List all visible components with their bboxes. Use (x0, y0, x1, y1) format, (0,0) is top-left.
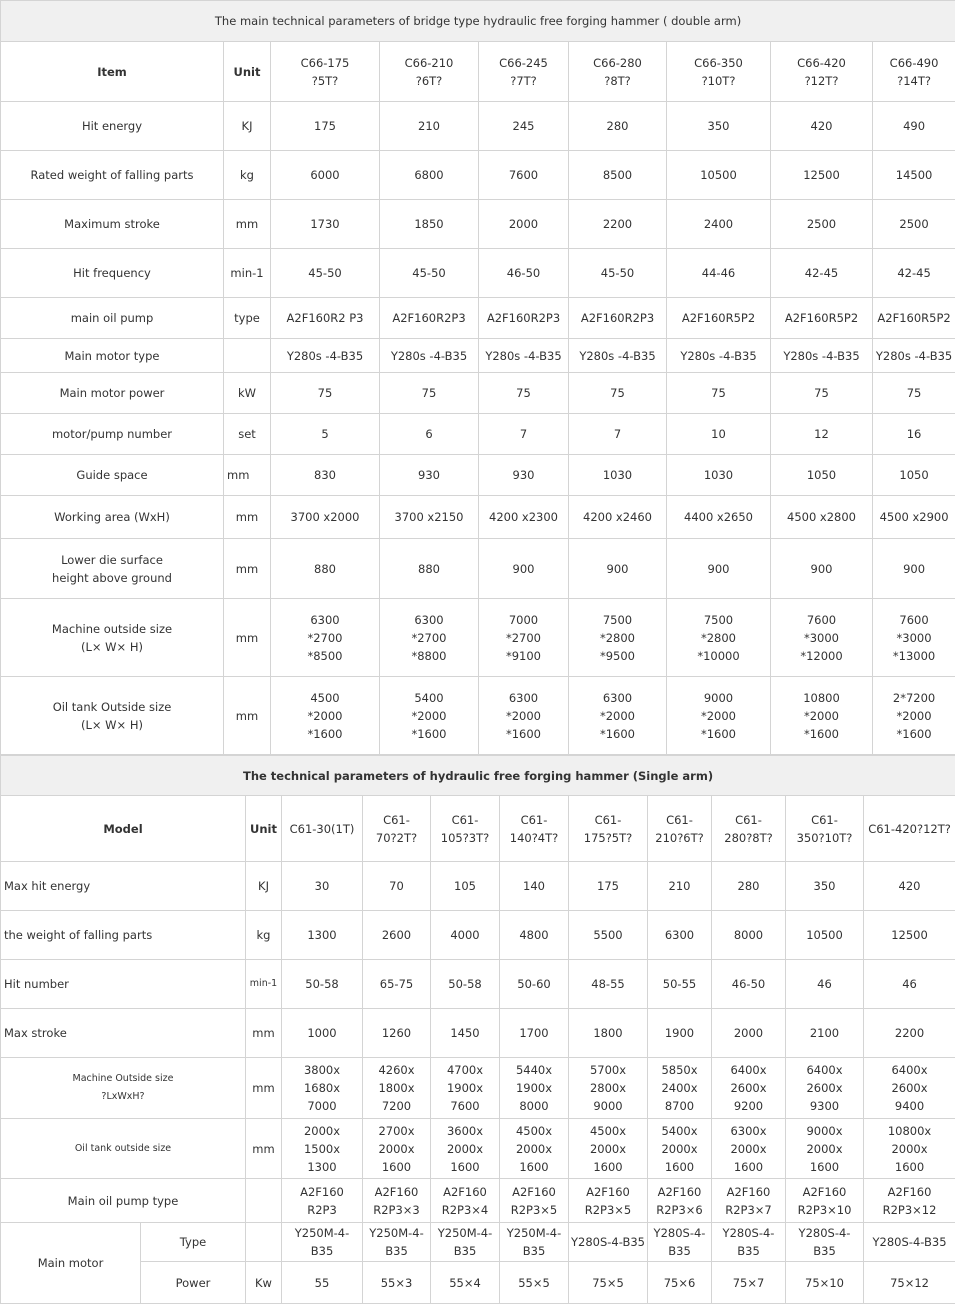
header-model: C66-280 ?8T? (569, 42, 667, 102)
value-cell: 5400 *2000 *1600 (380, 677, 479, 755)
value-cell: 7 (569, 414, 667, 455)
value-cell: 6300 *2700 *8500 (271, 599, 380, 677)
value-cell: 9000 *2000 *1600 (667, 677, 771, 755)
value-cell: 6300 *2000 *1600 (479, 677, 569, 755)
row-unit: kg (246, 911, 282, 960)
value-cell: Y280S-4-B35 (569, 1223, 648, 1262)
row-unit: KJ (224, 102, 271, 151)
table-row (1, 1009, 955, 1058)
value-cell: 5400x 2000x 1600 (648, 1119, 712, 1179)
row-label: Machine Outside size ?LxWxH? (1, 1058, 246, 1119)
row-unit: mm (224, 200, 271, 249)
value-cell: 12500 (864, 911, 955, 960)
table-row (1, 599, 955, 677)
value-cell: 75 (771, 373, 873, 414)
value-cell: 10800 *2000 *1600 (771, 677, 873, 755)
value-cell: Y280s -4-B35 (569, 339, 667, 373)
value-cell: 900 (667, 539, 771, 599)
row-unit: mm (224, 677, 271, 755)
value-cell: 75×6 (648, 1262, 712, 1304)
value-cell: 50-58 (282, 960, 363, 1009)
table-row (1, 200, 955, 249)
value-cell: Y280s -4-B35 (873, 339, 955, 373)
table-title: The main technical parameters of bridge type hydraulic free forging hammer ( double arm) (1, 1, 955, 42)
value-cell: A2F160 R2P3×5 (500, 1179, 569, 1223)
row-label: the weight of falling parts (1, 911, 246, 960)
value-cell: 75 (667, 373, 771, 414)
value-cell: Y250M-4- B35 (431, 1223, 500, 1262)
value-cell: 7600 (479, 151, 569, 200)
value-cell: 900 (873, 539, 955, 599)
value-cell: 6800 (380, 151, 479, 200)
value-cell: 2100 (786, 1009, 864, 1058)
value-cell: 6400x 2600x 9400 (864, 1058, 955, 1119)
motor-power-unit: Kw (246, 1262, 282, 1304)
value-cell: 44-46 (667, 249, 771, 298)
row-unit: mm (224, 599, 271, 677)
value-cell: 1030 (667, 455, 771, 496)
value-cell: 2000x 1500x 1300 (282, 1119, 363, 1179)
value-cell: 4500x 2000x 1600 (500, 1119, 569, 1179)
motor-power-label: Power (141, 1262, 246, 1304)
value-cell: 46 (786, 960, 864, 1009)
value-cell: 4200 x2460 (569, 496, 667, 539)
header-model: C61- 70?2T? (363, 796, 431, 862)
value-cell: A2F160 R2P3×5 (569, 1179, 648, 1223)
value-cell: 2200 (569, 200, 667, 249)
value-cell: 210 (380, 102, 479, 151)
value-cell: A2F160R2P3 (569, 298, 667, 339)
row-label: motor/pump number (1, 414, 224, 455)
value-cell: 10500 (667, 151, 771, 200)
header-model: C61- 140?4T? (500, 796, 569, 862)
value-cell: 420 (771, 102, 873, 151)
value-cell: 7000 *2700 *9100 (479, 599, 569, 677)
value-cell: 48-55 (569, 960, 648, 1009)
motor-type-label: Type (141, 1223, 246, 1262)
value-cell: 6300 (648, 911, 712, 960)
row-label: Oil tank Outside size (L× W× H) (1, 677, 224, 755)
value-cell: Y250M-4- B35 (500, 1223, 569, 1262)
motor-type-unit (246, 1223, 282, 1262)
value-cell: 6000 (271, 151, 380, 200)
value-cell: 1030 (569, 455, 667, 496)
value-cell: 420 (864, 862, 955, 911)
value-cell: 46-50 (712, 960, 786, 1009)
value-cell: A2F160R5P2 (771, 298, 873, 339)
value-cell: 5 (271, 414, 380, 455)
value-cell: 50-58 (431, 960, 500, 1009)
header-model: C61- 210?6T? (648, 796, 712, 862)
motor-power-row (1, 1262, 955, 1304)
header-model: Model (1, 796, 246, 862)
value-cell: 2500 (873, 200, 955, 249)
value-cell: 5500 (569, 911, 648, 960)
motor-label: Main motor (1, 1223, 141, 1304)
row-label: Hit frequency (1, 249, 224, 298)
value-cell: 1050 (873, 455, 955, 496)
value-cell: 1300 (282, 911, 363, 960)
value-cell: 1260 (363, 1009, 431, 1058)
value-cell: A2F160R2 P3 (271, 298, 380, 339)
table-row (1, 1179, 955, 1223)
header-unit: Unit (224, 42, 271, 102)
value-cell: 900 (771, 539, 873, 599)
value-cell: 6300 *2700 *8800 (380, 599, 479, 677)
table-row (1, 1058, 955, 1119)
value-cell: 5700x 2800x 9000 (569, 1058, 648, 1119)
table-row (1, 102, 955, 151)
value-cell: A2F160 R2P3×12 (864, 1179, 955, 1223)
value-cell: 880 (380, 539, 479, 599)
value-cell: 45-50 (271, 249, 380, 298)
table-row (1, 862, 955, 911)
value-cell: 4260x 1800x 7200 (363, 1058, 431, 1119)
value-cell: Y250M-4- B35 (363, 1223, 431, 1262)
value-cell: 5440x 1900x 8000 (500, 1058, 569, 1119)
value-cell: 7600 *3000 *13000 (873, 599, 955, 677)
value-cell: Y280S-4- B35 (712, 1223, 786, 1262)
value-cell: A2F160R2P3 (479, 298, 569, 339)
value-cell: 1850 (380, 200, 479, 249)
row-label: Hit number (1, 960, 246, 1009)
header-model: C61- 280?8T? (712, 796, 786, 862)
value-cell: Y250M-4- B35 (282, 1223, 363, 1262)
value-cell: 55×3 (363, 1262, 431, 1304)
value-cell: 45-50 (380, 249, 479, 298)
value-cell: Y280s -4-B35 (479, 339, 569, 373)
header-model: C66-350 ?10T? (667, 42, 771, 102)
value-cell: 4500 x2800 (771, 496, 873, 539)
value-cell: 75×10 (786, 1262, 864, 1304)
value-cell: 7500 *2800 *9500 (569, 599, 667, 677)
row-label: Hit energy (1, 102, 224, 151)
row-unit: type (224, 298, 271, 339)
value-cell: 930 (479, 455, 569, 496)
header-row (1, 42, 955, 102)
value-cell: 6400x 2600x 9300 (786, 1058, 864, 1119)
row-unit: min-1 (246, 960, 282, 1009)
value-cell: 1900 (648, 1009, 712, 1058)
value-cell: 4800 (500, 911, 569, 960)
value-cell: 490 (873, 102, 955, 151)
value-cell: 42-45 (873, 249, 955, 298)
table-title: The technical parameters of hydraulic free forging hammer (Single arm) (1, 756, 955, 796)
value-cell: 1000 (282, 1009, 363, 1058)
value-cell: 7500 *2800 *10000 (667, 599, 771, 677)
value-cell: 50-55 (648, 960, 712, 1009)
value-cell: A2F160 R2P3×10 (786, 1179, 864, 1223)
value-cell: 930 (380, 455, 479, 496)
row-label: Oil tank outside size (1, 1119, 246, 1179)
value-cell: Y280s -4-B35 (380, 339, 479, 373)
value-cell: 245 (479, 102, 569, 151)
value-cell: A2F160R2P3 (380, 298, 479, 339)
row-label: Machine outside size (L× W× H) (1, 599, 224, 677)
motor-type-row (1, 1223, 955, 1262)
value-cell: A2F160 R2P3×3 (363, 1179, 431, 1223)
value-cell: 880 (271, 539, 380, 599)
value-cell: 2600 (363, 911, 431, 960)
value-cell: A2F160R5P2 (873, 298, 955, 339)
table-row (1, 414, 955, 455)
value-cell: 2000 (712, 1009, 786, 1058)
row-label: Maximum stroke (1, 200, 224, 249)
header-model: C66-420 ?12T? (771, 42, 873, 102)
value-cell: Y280s -4-B35 (667, 339, 771, 373)
row-unit (246, 1179, 282, 1223)
value-cell: 2*7200 *2000 *1600 (873, 677, 955, 755)
value-cell: 7 (479, 414, 569, 455)
value-cell: 75×7 (712, 1262, 786, 1304)
table-row (1, 298, 955, 339)
value-cell: 350 (786, 862, 864, 911)
row-unit: mm (224, 539, 271, 599)
row-unit (224, 339, 271, 373)
row-unit: mm (246, 1119, 282, 1179)
row-label: Main motor type (1, 339, 224, 373)
value-cell: 6300x 2000x 1600 (712, 1119, 786, 1179)
value-cell: 75 (569, 373, 667, 414)
value-cell: 280 (712, 862, 786, 911)
table-row (1, 151, 955, 200)
value-cell: 1800 (569, 1009, 648, 1058)
value-cell: 10800x 2000x 1600 (864, 1119, 955, 1179)
row-label: Max hit energy (1, 862, 246, 911)
table-row (1, 249, 955, 298)
row-unit: KJ (246, 862, 282, 911)
value-cell: 2200 (864, 1009, 955, 1058)
value-cell: 9000x 2000x 1600 (786, 1119, 864, 1179)
row-unit: kg (224, 151, 271, 200)
value-cell: 6400x 2600x 9200 (712, 1058, 786, 1119)
value-cell: 14500 (873, 151, 955, 200)
table-row (1, 496, 955, 539)
value-cell: 42-45 (771, 249, 873, 298)
value-cell: 3700 x2150 (380, 496, 479, 539)
header-model: C61- 350?10T? (786, 796, 864, 862)
value-cell: 8500 (569, 151, 667, 200)
value-cell: 7600 *3000 *12000 (771, 599, 873, 677)
row-unit: mm (246, 1058, 282, 1119)
row-unit: mm (246, 1009, 282, 1058)
value-cell: 280 (569, 102, 667, 151)
header-row (1, 796, 955, 862)
value-cell: 3600x 2000x 1600 (431, 1119, 500, 1179)
value-cell: 175 (271, 102, 380, 151)
value-cell: 2000 (479, 200, 569, 249)
value-cell: 4500 x2900 (873, 496, 955, 539)
value-cell: 3700 x2000 (271, 496, 380, 539)
header-model: C66-490 ?14T? (873, 42, 955, 102)
value-cell: 65-75 (363, 960, 431, 1009)
value-cell: A2F160 R2P3×6 (648, 1179, 712, 1223)
header-model: C66-175 ?5T? (271, 42, 380, 102)
value-cell: 1700 (500, 1009, 569, 1058)
value-cell: 5850x 2400x 8700 (648, 1058, 712, 1119)
value-cell: 75 (873, 373, 955, 414)
table-row (1, 911, 955, 960)
value-cell: 55×4 (431, 1262, 500, 1304)
row-label: Max stroke (1, 1009, 246, 1058)
row-unit: mm (224, 496, 271, 539)
row-label: Main oil pump type (1, 1179, 246, 1223)
value-cell: 4000 (431, 911, 500, 960)
header-model: C66-210 ?6T? (380, 42, 479, 102)
header-item: Item (1, 42, 224, 102)
value-cell: 2500 (771, 200, 873, 249)
table-row (1, 373, 955, 414)
value-cell: 75 (479, 373, 569, 414)
value-cell: 30 (282, 862, 363, 911)
value-cell: 105 (431, 862, 500, 911)
header-model: C61-30(1T) (282, 796, 363, 862)
row-label: Working area (WxH) (1, 496, 224, 539)
value-cell: Y280S-4- B35 (786, 1223, 864, 1262)
value-cell: 10500 (786, 911, 864, 960)
header-model: C66-245 ?7T? (479, 42, 569, 102)
value-cell: 12500 (771, 151, 873, 200)
row-label: Rated weight of falling parts (1, 151, 224, 200)
value-cell: 900 (569, 539, 667, 599)
value-cell: A2F160 R2P3 (282, 1179, 363, 1223)
value-cell: 2700x 2000x 1600 (363, 1119, 431, 1179)
value-cell: 6 (380, 414, 479, 455)
table-row (1, 455, 955, 496)
row-unit: set (224, 414, 271, 455)
value-cell: 75 (271, 373, 380, 414)
row-unit: mm (224, 455, 271, 496)
value-cell: 830 (271, 455, 380, 496)
value-cell: 1450 (431, 1009, 500, 1058)
value-cell: 2400 (667, 200, 771, 249)
value-cell: 350 (667, 102, 771, 151)
value-cell: 4500 *2000 *1600 (271, 677, 380, 755)
row-label: Lower die surface height above ground (1, 539, 224, 599)
value-cell: 4500x 2000x 1600 (569, 1119, 648, 1179)
value-cell: 75 (380, 373, 479, 414)
value-cell: 46-50 (479, 249, 569, 298)
row-unit: kW (224, 373, 271, 414)
value-cell: 8000 (712, 911, 786, 960)
value-cell: 4700x 1900x 7600 (431, 1058, 500, 1119)
table-row (1, 677, 955, 755)
value-cell: 75×5 (569, 1262, 648, 1304)
header-model: C61-420?12T? (864, 796, 955, 862)
value-cell: 46 (864, 960, 955, 1009)
value-cell: 4200 x2300 (479, 496, 569, 539)
row-label: Guide space (1, 455, 224, 496)
value-cell: 3800x 1680x 7000 (282, 1058, 363, 1119)
value-cell: 210 (648, 862, 712, 911)
value-cell: 4400 x2650 (667, 496, 771, 539)
value-cell: Y280s -4-B35 (271, 339, 380, 373)
value-cell: A2F160 R2P3×4 (431, 1179, 500, 1223)
value-cell: 140 (500, 862, 569, 911)
value-cell: 70 (363, 862, 431, 911)
value-cell: 12 (771, 414, 873, 455)
value-cell: 1050 (771, 455, 873, 496)
value-cell: 16 (873, 414, 955, 455)
row-unit: min-1 (224, 249, 271, 298)
value-cell: 175 (569, 862, 648, 911)
value-cell: Y280S-4- B35 (648, 1223, 712, 1262)
header-model: C61- 105?3T? (431, 796, 500, 862)
value-cell: 900 (479, 539, 569, 599)
row-label: main oil pump (1, 298, 224, 339)
header-unit: Unit (246, 796, 282, 862)
value-cell: A2F160 R2P3×7 (712, 1179, 786, 1223)
row-label: Main motor power (1, 373, 224, 414)
table-row (1, 960, 955, 1009)
value-cell: A2F160R5P2 (667, 298, 771, 339)
value-cell: 10 (667, 414, 771, 455)
value-cell: 50-60 (500, 960, 569, 1009)
single-arm-table (0, 755, 955, 1304)
value-cell: 55×5 (500, 1262, 569, 1304)
value-cell: Y280S-4-B35 (864, 1223, 955, 1262)
header-model: C61- 175?5T? (569, 796, 648, 862)
value-cell: 55 (282, 1262, 363, 1304)
table-row (1, 1119, 955, 1179)
value-cell: 75×12 (864, 1262, 955, 1304)
table-row (1, 539, 955, 599)
value-cell: 6300 *2000 *1600 (569, 677, 667, 755)
value-cell: 1730 (271, 200, 380, 249)
table-row (1, 339, 955, 373)
value-cell: Y280s -4-B35 (771, 339, 873, 373)
value-cell: 45-50 (569, 249, 667, 298)
